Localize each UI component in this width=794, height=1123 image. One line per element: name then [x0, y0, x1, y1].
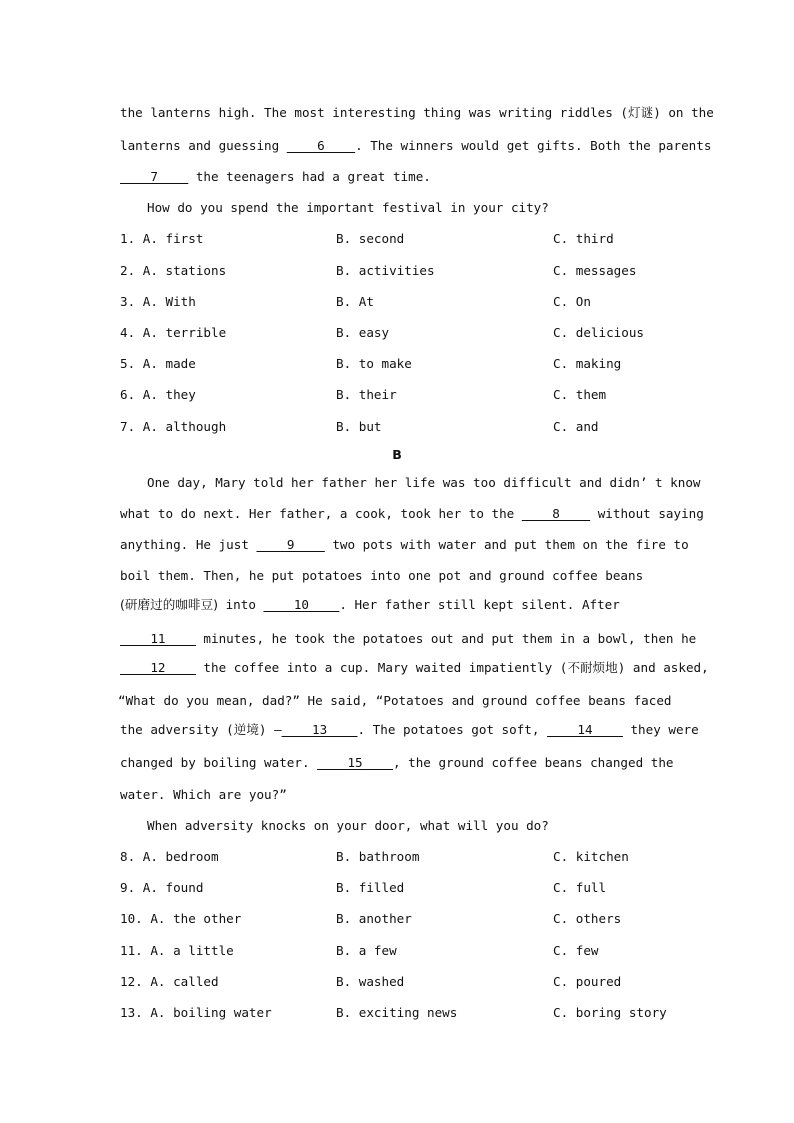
passage-b-line-6: ____11____ minutes, he took the potatoes out and put them in a bowl, then he: [120, 631, 697, 646]
passage-b-question: When adversity knocks on your door, what will you do?: [147, 818, 549, 833]
option-b: B. another: [336, 911, 412, 926]
option-c: C. making: [553, 356, 622, 371]
passage-a-line-1: [120, 105, 714, 121]
text: the teenagers had a great time.: [188, 169, 431, 184]
passage-b-line-1: One day, Mary told her father her life was too difficult and didn’ t know: [147, 475, 701, 490]
option-b: B. At: [336, 294, 374, 309]
passage-a-line-3: [120, 169, 431, 185]
option-b: B. washed: [336, 974, 405, 989]
text: the lanterns high. The most interesting thing was writing riddles (: [120, 105, 628, 120]
option-c: C. poured: [553, 974, 622, 989]
option-c: C. few: [553, 943, 599, 958]
option-b: B. second: [336, 231, 405, 246]
text: . The winners would get gifts. Both the parents: [355, 138, 712, 153]
option-a: 4. A. terrible: [120, 325, 227, 340]
option-a: 9. A. found: [120, 880, 204, 895]
blank-11: ____11____: [120, 631, 196, 646]
option-a: 13. A. boiling water: [120, 1005, 272, 1020]
blank-12: ____12____: [120, 660, 196, 675]
option-c: C. others: [553, 911, 622, 926]
chinese-gloss: 不耐烦地: [567, 660, 618, 675]
option-b: B. but: [336, 419, 382, 434]
option-a: 8. A. bedroom: [120, 849, 219, 864]
blank-6: ____6____: [286, 138, 356, 153]
option-a: 12. A. called: [120, 974, 219, 989]
option-b: B. a few: [336, 943, 397, 958]
passage-b-line-3: anything. He just ____9____ two pots with water and put them on the fire to: [120, 537, 689, 552]
blank-15: ____15____: [317, 755, 393, 770]
option-a: 2. A. stations: [120, 263, 227, 278]
option-c: C. and: [553, 419, 599, 434]
blank-10: ____10____: [263, 597, 340, 612]
passage-b-line-4: boil them. Then, he put potatoes into one pot and ground coffee beans: [120, 568, 644, 583]
option-b: B. activities: [336, 263, 435, 278]
option-c: C. third: [553, 231, 614, 246]
option-c: C. delicious: [553, 325, 644, 340]
option-c: C. messages: [553, 263, 637, 278]
blank-13: ____13____: [281, 722, 358, 737]
option-b: B. their: [336, 387, 397, 402]
text: lanterns and guessing: [120, 138, 287, 153]
passage-b-line-8: “What do you mean, dad?” He said, “Potatoes and ground coffee beans faced: [118, 693, 672, 708]
option-a: 1. A. first: [120, 231, 204, 246]
blank-8: ____8____: [521, 506, 591, 521]
option-b: B. bathroom: [336, 849, 420, 864]
blank-7: ____7____: [120, 169, 189, 184]
option-a: 3. A. With: [120, 294, 196, 309]
section-heading: B: [392, 447, 402, 462]
chinese-gloss: 逆境: [233, 722, 259, 737]
option-a: 7. A. although: [120, 419, 227, 434]
text: ) on the: [653, 105, 714, 120]
passage-b-line-11: water. Which are you?”: [120, 787, 287, 802]
option-c: C. full: [553, 880, 607, 895]
option-a: 5. A. made: [120, 356, 196, 371]
blank-9: ____9____: [256, 537, 325, 552]
option-a: 11. A. a little: [120, 943, 234, 958]
option-a: 6. A. they: [120, 387, 196, 402]
option-c: C. kitchen: [553, 849, 629, 864]
option-b: B. easy: [336, 325, 390, 340]
passage-b-line-9: the adversity (逆境) —____13____. The potatoes got soft, ____14____ they were: [120, 722, 699, 737]
option-c: C. boring story: [553, 1005, 667, 1020]
passage-a-question: How do you spend the important festival in your city?: [147, 200, 549, 215]
option-c: C. On: [553, 294, 591, 309]
option-b: B. exciting news: [336, 1005, 458, 1020]
option-b: B. to make: [336, 356, 412, 371]
passage-b-line-10: changed by boiling water. ____15____, the ground coffee beans changed the: [120, 755, 674, 770]
passage-b-line-5: (研磨过的咖啡豆) into ____10____. Her father still kept silent. After: [120, 597, 620, 612]
chinese-gloss: (研磨过的咖啡豆): [120, 597, 218, 612]
passage-b-line-2: what to do next. Her father, a cook, took her to the ____8____ without saying: [120, 506, 704, 521]
blank-14: ____14____: [547, 722, 623, 737]
option-c: C. them: [553, 387, 607, 402]
passage-a-line-2: [120, 138, 711, 154]
passage-b-line-7: ____12____ the coffee into a cup. Mary waited impatiently (不耐烦地) and asked,: [120, 660, 709, 675]
option-b: B. filled: [336, 880, 405, 895]
chinese-gloss: 灯谜: [628, 105, 654, 120]
option-a: 10. A. the other: [120, 911, 242, 926]
